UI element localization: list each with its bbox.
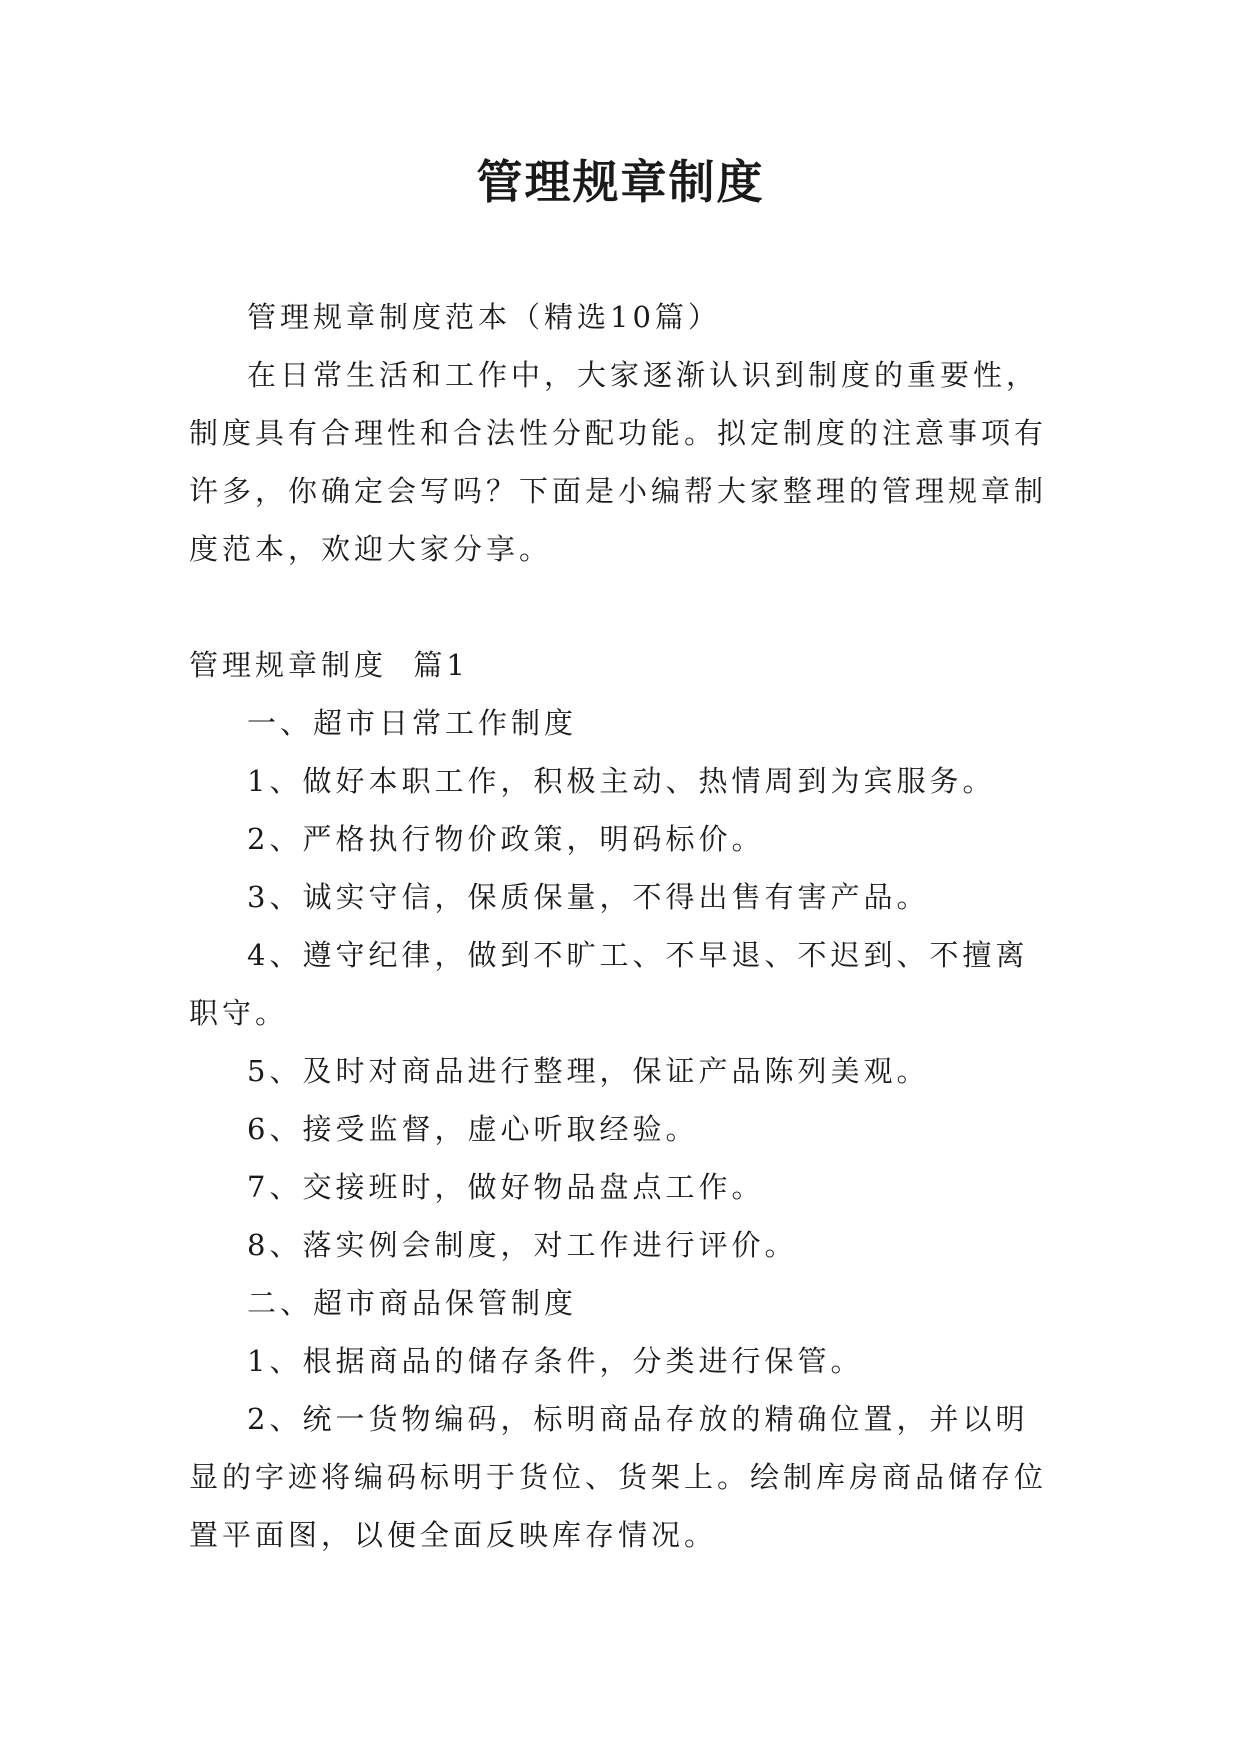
list-item: 8、落实例会制度，对工作进行评价。 xyxy=(247,1228,798,1262)
list-item: 7、交接班时，做好物品盘点工作。 xyxy=(247,1170,765,1204)
document-title: 管理规章制度 xyxy=(476,155,765,209)
list-item: 6、接受监督，虚心听取经验。 xyxy=(247,1112,699,1146)
subsection-heading: 二、超市商品保管制度 xyxy=(247,1286,578,1320)
document-subtitle: 管理规章制度范本（精选10篇） xyxy=(247,300,721,334)
list-item: 4、遵守纪律，做到不旷工、不早退、不迟到、不擅离职守。 xyxy=(189,938,1029,1030)
list-item: 3、诚实守信，保质保量，不得出售有害产品。 xyxy=(247,880,930,914)
list-item: 2、统一货物编码，标明商品存放的精确位置，并以明显的字迹将编码标明于货位、货架上。绘制库房商品储存位置平面图，以便全面反映库存情况。 xyxy=(189,1402,1048,1552)
list-item: 5、及时对商品进行整理，保证产品陈列美观。 xyxy=(247,1054,930,1088)
list-item: 1、根据商品的储存条件，分类进行保管。 xyxy=(247,1344,864,1378)
section-heading: 管理规章制度 篇1 xyxy=(189,648,469,682)
subsection-heading: 一、超市日常工作制度 xyxy=(247,706,578,740)
intro-paragraph: 在日常生活和工作中，大家逐渐认识到制度的重要性，制度具有合理性和合法性分配功能。拟定制度的注意事项有许多，你确定会写吗？下面是小编帮大家整理的管理规章制度范本，欢迎大家分享。 xyxy=(189,358,1048,566)
list-item: 1、做好本职工作，积极主动、热情周到为宾服务。 xyxy=(247,764,996,798)
document-body xyxy=(189,288,1054,1564)
list-item: 2、严格执行物价政策，明码标价。 xyxy=(247,822,765,856)
